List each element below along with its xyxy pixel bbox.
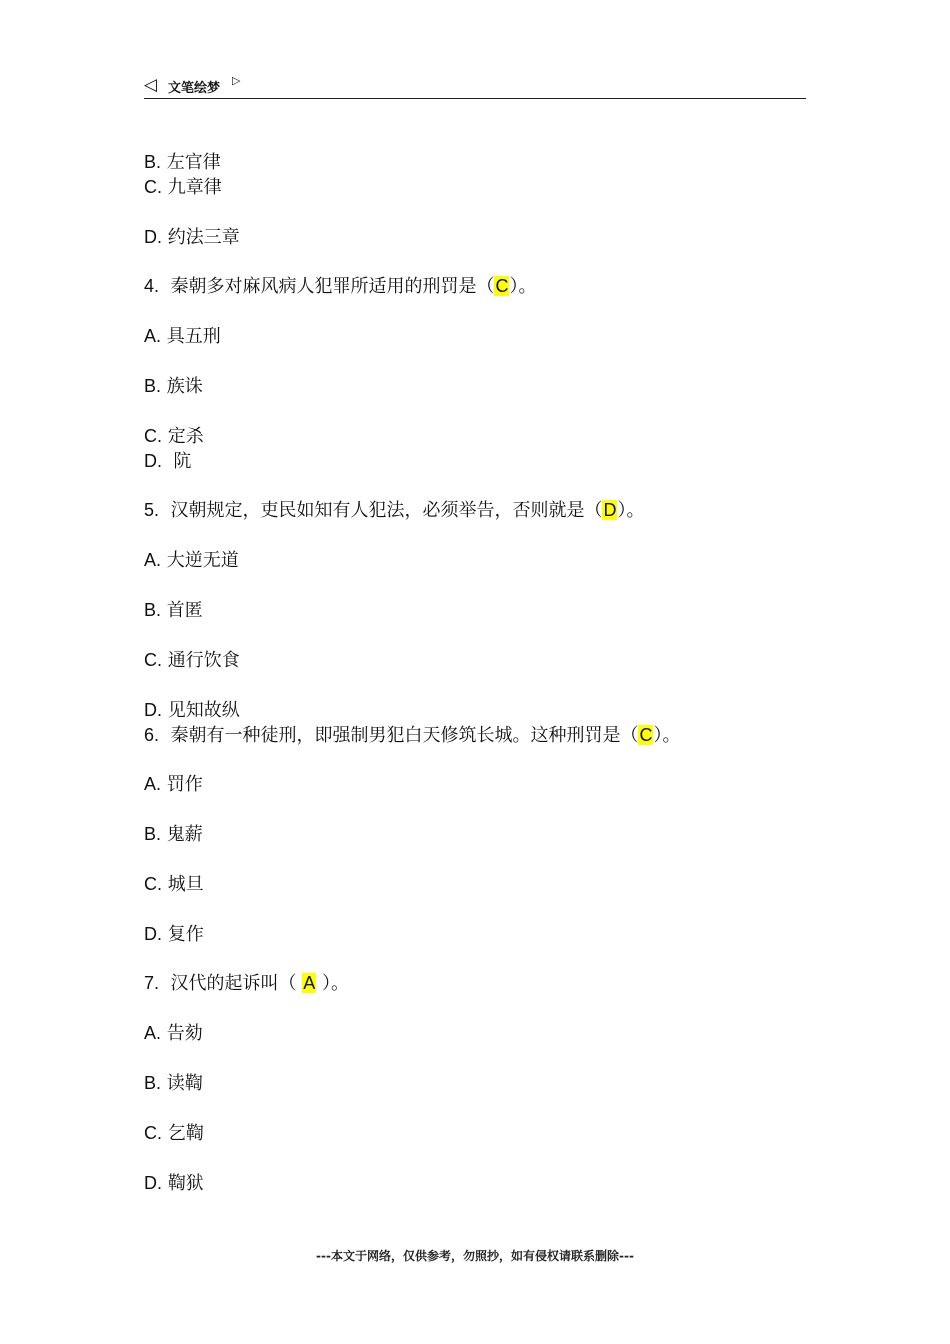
option-text: 复作 bbox=[167, 924, 204, 945]
option-text: 定杀 bbox=[167, 426, 204, 447]
header-brand: 文笔绘梦 bbox=[168, 81, 221, 96]
option-b bbox=[144, 151, 221, 174]
option-c bbox=[144, 873, 204, 896]
option-text: 城旦 bbox=[167, 874, 204, 895]
page-header bbox=[144, 72, 806, 99]
option-text: 左官律 bbox=[166, 152, 221, 173]
question-text: 汉朝规定，吏民如知有人犯法，必须举告，否则就是（ bbox=[170, 500, 603, 521]
option-d bbox=[144, 226, 240, 249]
option-label: C. bbox=[144, 874, 162, 894]
option-d bbox=[144, 699, 240, 722]
option-text: 告劾 bbox=[166, 1023, 203, 1044]
page-footer: ---本文于网络，仅供参考，勿照抄，如有侵权请联系删除--- bbox=[316, 1249, 634, 1263]
option-text: 见知故纵 bbox=[167, 700, 240, 721]
option-label: B. bbox=[144, 376, 162, 396]
question-end: ）。 bbox=[509, 276, 537, 297]
question-number: 4. bbox=[144, 276, 160, 296]
option-c bbox=[144, 176, 222, 199]
question-text: 秦朝多对麻风病人犯罪所适用的刑罚是（ bbox=[170, 276, 495, 297]
question-text: 秦朝有一种徒刑，即强制男犯白天修筑长城。这种刑罚是（ bbox=[170, 725, 639, 746]
question-text: 汉代的起诉叫（ bbox=[170, 973, 303, 994]
option-label: B. bbox=[144, 152, 162, 172]
question-6 bbox=[144, 724, 680, 747]
question-number: 5. bbox=[144, 500, 160, 520]
option-label: C. bbox=[144, 650, 162, 670]
option-label: D. bbox=[144, 700, 162, 720]
answer-highlight: D bbox=[603, 500, 617, 520]
option-c bbox=[144, 1122, 204, 1145]
option-label: C. bbox=[144, 177, 162, 197]
option-text: 首匿 bbox=[166, 600, 203, 621]
question-number: 6. bbox=[144, 725, 160, 745]
option-text: 九章律 bbox=[167, 177, 222, 198]
option-d bbox=[144, 450, 191, 473]
option-text: 大逆无道 bbox=[166, 550, 239, 571]
option-label: A. bbox=[144, 1023, 162, 1043]
option-d bbox=[144, 1172, 204, 1195]
option-a bbox=[144, 549, 239, 572]
option-text: 约法三章 bbox=[167, 227, 240, 248]
question-5 bbox=[144, 499, 644, 522]
answer-highlight: C bbox=[495, 276, 509, 296]
question-end: ）。 bbox=[316, 973, 349, 994]
option-label: B. bbox=[144, 1073, 162, 1093]
option-label: A. bbox=[144, 326, 162, 346]
option-label: D. bbox=[144, 924, 162, 944]
question-7 bbox=[144, 972, 349, 995]
option-label: B. bbox=[144, 824, 162, 844]
option-text: 族诛 bbox=[166, 376, 203, 397]
option-b bbox=[144, 375, 203, 398]
option-a bbox=[144, 325, 221, 348]
option-label: C. bbox=[144, 1123, 162, 1143]
option-text: 读鞫 bbox=[166, 1073, 203, 1094]
answer-highlight: A bbox=[303, 973, 316, 993]
option-d bbox=[144, 923, 204, 946]
question-4 bbox=[144, 275, 536, 298]
option-c bbox=[144, 649, 240, 672]
option-label: D. bbox=[144, 451, 162, 471]
left-triangle-icon: ◁ bbox=[144, 75, 158, 95]
option-b bbox=[144, 1072, 203, 1095]
option-a bbox=[144, 773, 203, 796]
option-label: D. bbox=[144, 227, 162, 247]
option-text: 罚作 bbox=[166, 774, 203, 795]
option-text: 鞫狱 bbox=[167, 1173, 204, 1194]
option-text: 阬 bbox=[173, 451, 192, 472]
question-end: ）。 bbox=[653, 725, 681, 746]
option-b bbox=[144, 823, 203, 846]
option-label: A. bbox=[144, 774, 162, 794]
question-end: ）。 bbox=[617, 500, 645, 521]
option-text: 具五刑 bbox=[166, 326, 221, 347]
option-a bbox=[144, 1022, 203, 1045]
option-label: C. bbox=[144, 426, 162, 446]
option-c bbox=[144, 425, 204, 448]
option-text: 鬼薪 bbox=[166, 824, 203, 845]
option-label: B. bbox=[144, 600, 162, 620]
right-triangle-icon: ▷ bbox=[232, 74, 241, 87]
answer-highlight: C bbox=[639, 725, 653, 745]
option-text: 通行饮食 bbox=[167, 650, 240, 671]
option-label: D. bbox=[144, 1173, 162, 1193]
option-b bbox=[144, 599, 203, 622]
option-text: 乞鞫 bbox=[167, 1123, 204, 1144]
option-label: A. bbox=[144, 550, 162, 570]
question-number: 7. bbox=[144, 973, 160, 993]
